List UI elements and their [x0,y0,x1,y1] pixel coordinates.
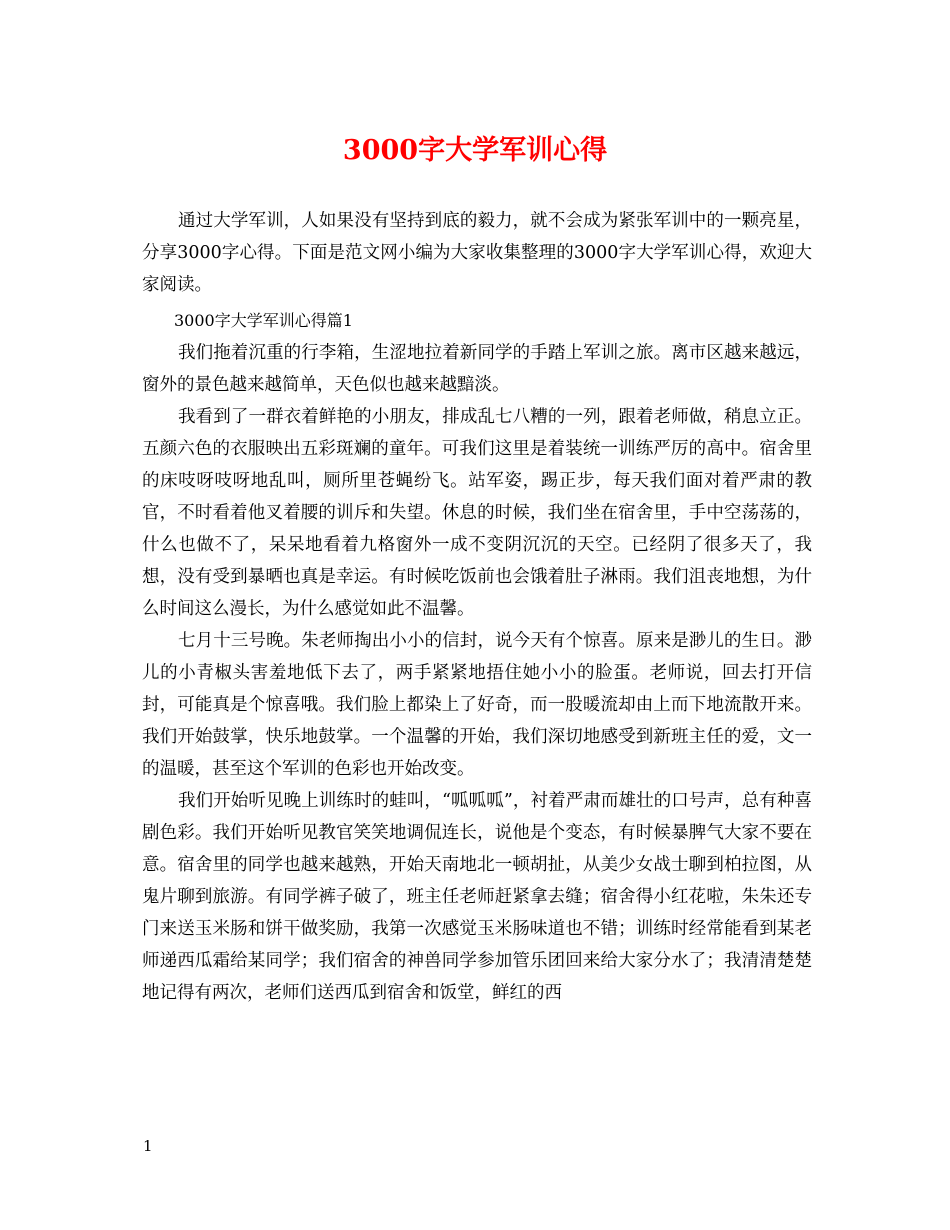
document-title: 3000字大学军训心得 [342,135,608,166]
body-paragraph: 七月十三号晚。朱老师掏出小小的信封，说今天有个惊喜。原来是渺儿的生日。渺儿的小青椒头害羞地低下去了，两手紧紧地捂住她小小的脸蛋。老师说，回去打开信封，可能真是个惊喜哦。我们脸上都染上了好奇，而一股暖流却由上而下地流散开来。我们开始鼓掌，快乐地鼓掌。一个温馨的开始，我们深切地感受到新班主任的爱，文一的温暖，甚至这个军训的色彩也开始改变。 [142,631,812,779]
body-paragraph: 我看到了一群衣着鲜艳的小朋友，排成乱七八糟的一列，跟着老师做，稍息立正。五颜六色的衣服映出五彩斑斓的童年。可我们这里是着装统一训练严厉的高中。宿舍里的床吱呀吱呀地乱叫，厕所里苍蝇纷飞。站军姿，踢正步，每天我们面对着严肃的教官，不时看着他叉着腰的训斥和失望。休息的时候，我们坐在宿舍里，手中空荡荡的，什么也做不了，呆呆地看着九格窗外一成不变阴沉沉的天空。已经阴了很多天了，我想，没有受到暴晒也真是幸运。有时候吃饭前也会饿着肚子淋雨。我们沮丧地想，为什么时间这么漫长，为什么感觉如此不温馨。 [142,407,812,619]
section-heading: 3000字大学军训心得篇1 [174,311,353,330]
document-body [142,205,812,1009]
body-paragraph: 我们拖着沉重的行李箱，生涩地拉着新同学的手踏上军训之旅。离市区越来越远，窗外的景色越来越简单，天色似也越来越黯淡。 [142,343,812,395]
intro-paragraph: 通过大学军训，人如果没有坚持到底的毅力，就不会成为紧张军训中的一颗亮星，分享3000字心得。下面是范文网小编为大家收集整理的3000字大学军训心得，欢迎大家阅读。 [142,211,812,295]
page-number: 1 [143,1137,153,1155]
body-paragraph: 我们开始听见晚上训练时的蛙叫，“呱呱呱”，衬着严肃而雄壮的口号声，总有种喜剧色彩。我们开始听见教官笑笑地调侃连长，说他是个变态，有时候暴脾气大家不要在意。宿舍里的同学也越来越熟，开始天南地北一顿胡扯，从美少女战士聊到柏拉图，从鬼片聊到旅游。有同学裤子破了，班主任老师赶紧拿去缝；宿舍得小红花啦，朱朱还专门来送玉米肠和饼干做奖励，我第一次感觉玉米肠味道也不错；训练时经常能看到某老师递西瓜霜给某同学；我们宿舍的神兽同学参加管乐团回来给大家分水了；我清清楚楚地记得有两次，老师们送西瓜到宿舍和饭堂，鲜红的西 [142,791,812,1003]
